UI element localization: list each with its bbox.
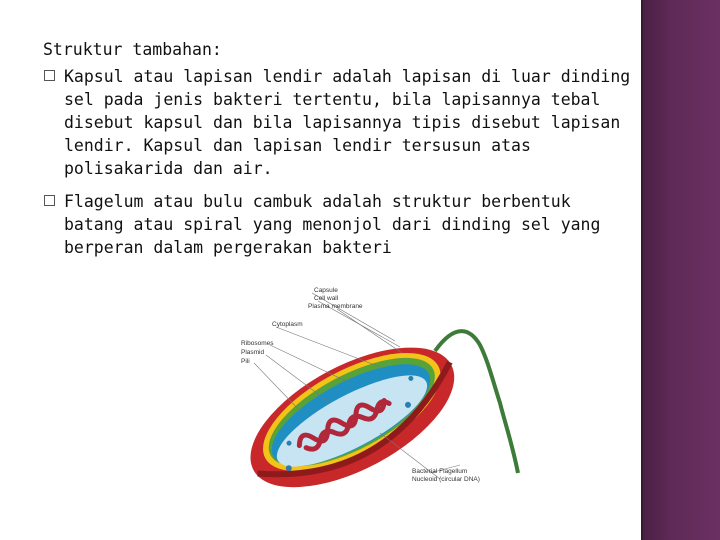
bullet-box-icon [44,195,55,206]
decorative-sidebar [641,0,720,540]
flagellum-icon [435,331,518,473]
label-cell-wall: Cell wall [314,295,339,302]
bacteria-diagram [230,283,520,498]
label-nucleoid: Nucleoid (circular DNA) [412,476,480,483]
label-pili: Pili [241,358,250,365]
bullet-flagellum [43,190,633,259]
bullet-text: Kapsul atau lapisan lendir adalah lapisan di luar dinding sel pada jenis bakteri tertentu, bila lapisannya tebal disebut kapsul dan bila lapisannya tipis disebut lapisan lendir. Kapsul dan lapisan lendir tersusun atas polisakarida dan air. [64,67,631,178]
label-cytoplasm: Cytoplasm [272,321,303,328]
slide-text [43,38,633,269]
label-plasma-membrane: Plasma membrane [308,303,363,310]
bullet-box-icon [44,70,55,81]
label-flagellum: Bacterial Flagellum [412,468,468,475]
bacteria-illustration [230,283,520,498]
label-plasmid: Plasmid [241,349,265,356]
label-capsule: Capsule [314,287,338,294]
bullet-capsule [43,65,633,180]
label-ribosomes: Ribosomes [241,340,274,347]
slide-heading: Struktur tambahan: [43,40,222,59]
bullet-text: Flagelum atau bulu cambuk adalah struktur berbentuk batang atau spiral yang menonjol dari dinding sel yang berperan dalam pergerakan bakteri [64,192,601,257]
